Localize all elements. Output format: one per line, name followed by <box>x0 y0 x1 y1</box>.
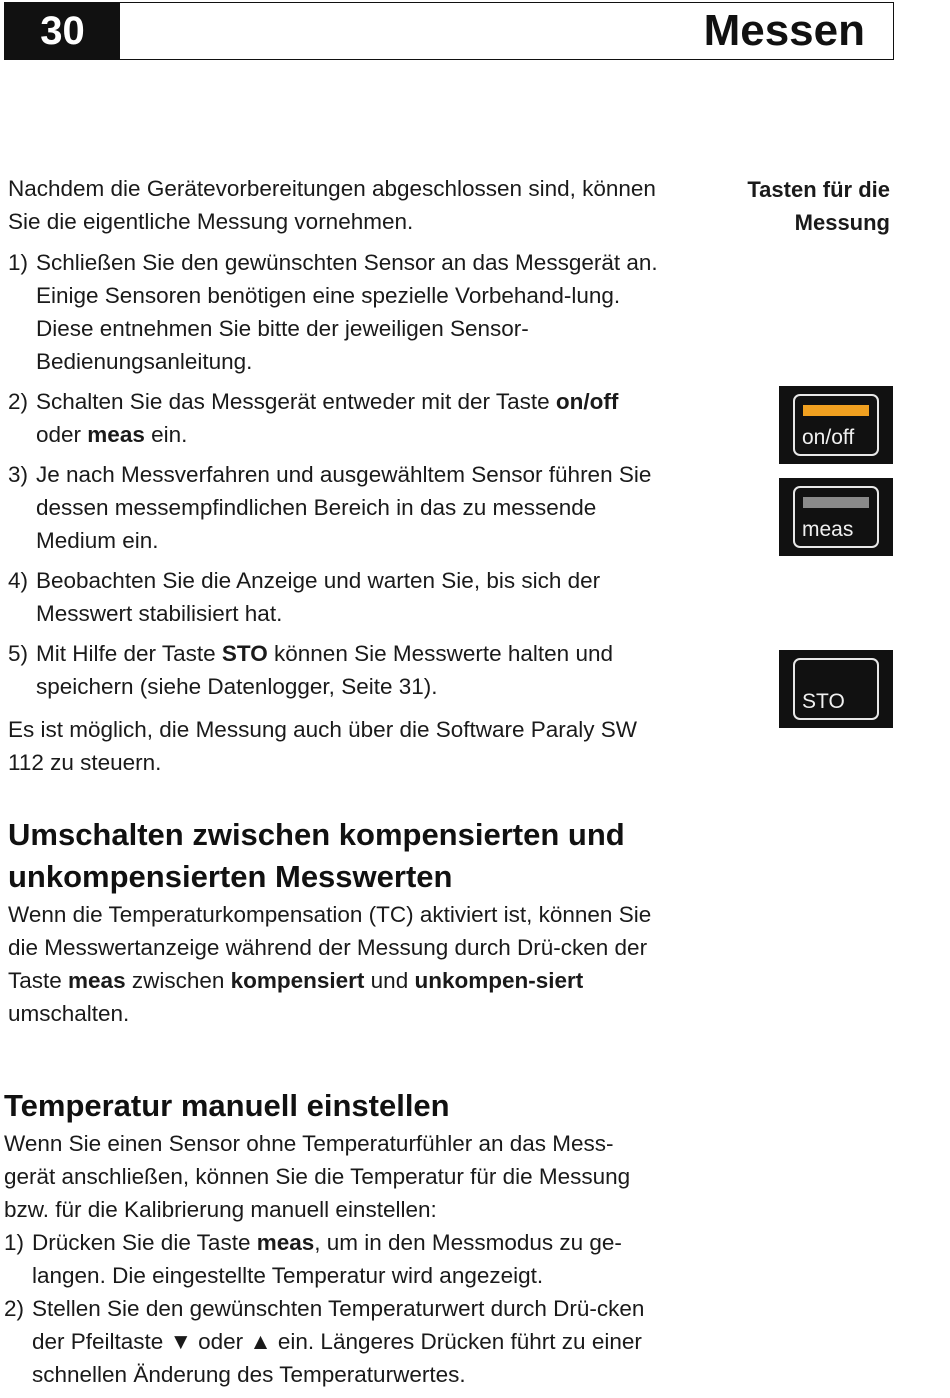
sidebar-caption <box>690 173 890 239</box>
onoff-key-image <box>779 386 893 464</box>
list-item: 1) Schließen Sie den gewünschten Sensor an das Messgerät an. Einige Sensoren benötigen eine spezielle Vorbehand-lung. Diese entnehmen Sie bitte der jeweiligen Sensor-Bedienungsanleitung. <box>8 250 658 374</box>
sidebar-caption-line2: Messung <box>794 210 890 235</box>
list-item: 2) Schalten Sie das Messgerät entweder mit der Taste on/off oder meas ein. <box>8 389 619 447</box>
page-header <box>4 2 894 60</box>
page-number: 30 <box>5 3 120 59</box>
list-item: 5) Mit Hilfe der Taste STO können Sie Messwerte halten und speichern (siehe Datenlogger, Seite 31). <box>8 641 613 699</box>
sto-key-label: STO <box>802 690 845 713</box>
temperature-intro: Wenn Sie einen Sensor ohne Temperaturfühler an das Mess-gerät anschließen, können Sie die Temperatur für die Messung bzw. für die Kalibrierung manuell einstellen: <box>4 1131 631 1222</box>
onoff-key-label: on/off <box>802 426 855 449</box>
onoff-indicator <box>803 405 869 416</box>
list-item: 3) Je nach Messverfahren und ausgewähltem Sensor führen Sie dessen messempfindlichen Bereich in das zu messende Medium ein. <box>8 462 652 553</box>
section-compensation <box>8 814 668 1030</box>
section-temperature <box>4 1085 664 1398</box>
intro-paragraph: Nachdem die Gerätevorbereitungen abgeschlossen sind, können Sie die eigentliche Messung vornehmen. <box>8 176 656 234</box>
meas-key-label: meas <box>802 518 854 541</box>
chapter-title: Messen <box>703 6 865 55</box>
sto-key-image <box>779 650 893 728</box>
section-heading: Umschalten zwischen kompensierten und unkompensierten Messwerten <box>8 817 625 894</box>
outro-paragraph: Es ist möglich, die Messung auch über die Software Paraly SW 112 zu steuern. <box>8 717 638 775</box>
section-measure <box>8 172 668 779</box>
sidebar-caption-line1: Tasten für die <box>747 177 890 202</box>
compensation-paragraph: Wenn die Temperaturkompensation (TC) aktiviert ist, können Sie die Messwertanzeige während der Messung durch Drü-cken der Taste meas zwischen kompensiert und unkompen-siert umschalten. <box>8 902 652 1026</box>
measure-steps <box>8 246 668 703</box>
temperature-steps <box>4 1226 664 1391</box>
list-item: 2) Stellen Sie den gewünschten Temperaturwert durch Drü-cken der Pfeiltaste ▼ oder ▲ ein. Längeres Drücken führt zu einer schnellen Änderung des Temperaturwertes. <box>4 1296 645 1387</box>
section-heading: Temperatur manuell einstellen <box>4 1088 450 1123</box>
list-item: 1) Drücken Sie die Taste meas, um in den Messmodus zu ge-langen. Die eingestellte Temperatur wird angezeigt. <box>4 1230 622 1288</box>
meas-indicator <box>803 497 869 508</box>
meas-key-image <box>779 478 893 556</box>
list-item: 4) Beobachten Sie die Anzeige und warten Sie, bis sich der Messwert stabilisiert hat. <box>8 568 601 626</box>
